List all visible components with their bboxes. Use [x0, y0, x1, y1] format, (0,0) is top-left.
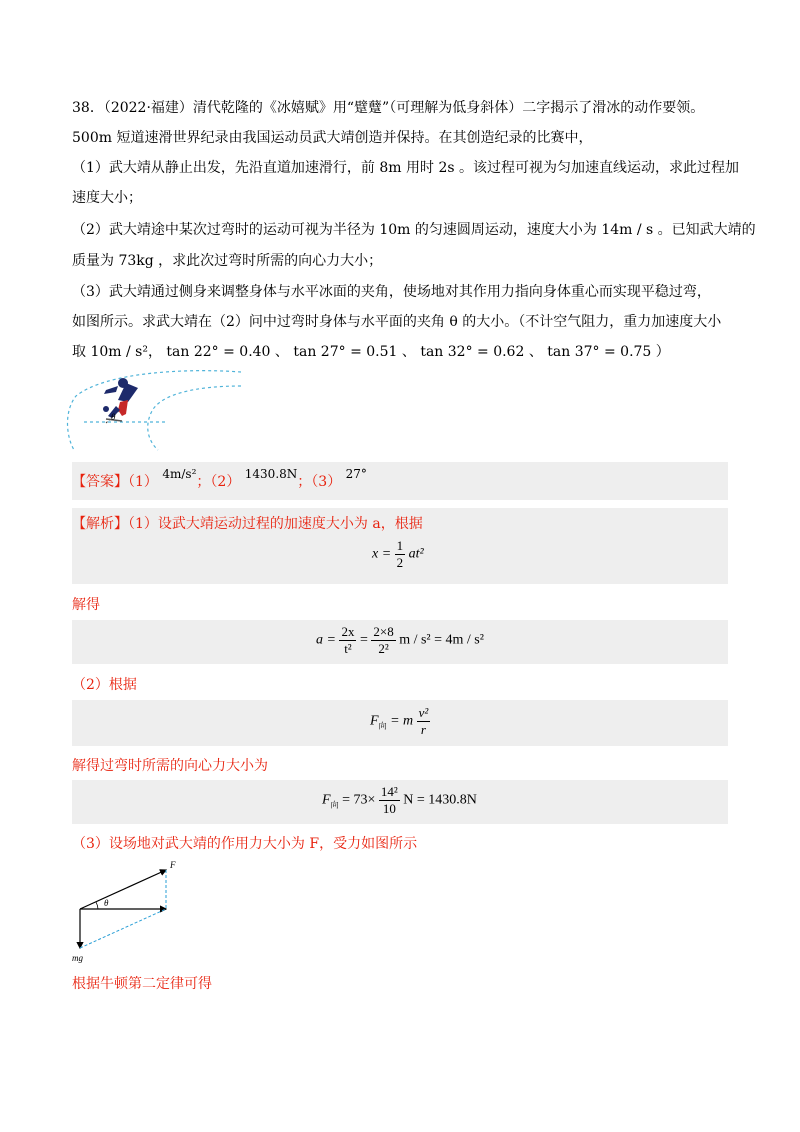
solve-2: 解得过弯时所需的向心力大小为: [72, 758, 268, 774]
eq4-rhs: N = 1430.8N: [403, 792, 477, 808]
eq4-sub: 向: [330, 800, 339, 810]
answer-value-3: 27°: [345, 467, 367, 481]
eq2-rhs: m / s² = 4m / s²: [399, 632, 484, 648]
eq2-f1-den: t²: [344, 641, 352, 656]
equation-1: [372, 538, 424, 571]
answer-value-1: 4m/s²: [162, 467, 197, 481]
equation-2: [316, 624, 484, 657]
answer-tag: 【答案】: [72, 474, 128, 490]
question-line-1: 38．（2022·福建）清代乾隆的《冰嬉赋》用“躄躠”（可理解为低身斜体）二字揭示了滑冰的动作要领。: [72, 100, 705, 116]
eq2-f1-num: 2x: [341, 624, 355, 639]
part-3: （3）设场地对武大靖的作用力大小为 F，受力如图所示: [72, 836, 418, 852]
force-diagram: [66, 856, 196, 966]
eq1-lhs: x =: [372, 546, 392, 562]
eq4-mid: = 73×: [342, 792, 376, 808]
eq1-rhs: at²: [408, 546, 424, 562]
eq2-fraction-1: [339, 624, 356, 657]
eq4-fraction: [379, 784, 400, 817]
answer-sep-1: ；（2）: [196, 474, 241, 490]
force-f-label: F: [170, 860, 176, 870]
analysis-intro-text: （1）设武大靖运动过程的加速度大小为 a，根据: [128, 516, 423, 532]
part-2: （2）根据: [72, 677, 137, 693]
newton-line: 根据牛顿第二定律可得: [72, 976, 212, 992]
eq3-lhs: F: [370, 713, 379, 729]
eq2-f2-num: 2×8: [373, 624, 394, 639]
eq3-sub: 向: [378, 721, 387, 731]
skater-figure: [66, 366, 266, 456]
analysis-intro: [72, 514, 423, 534]
solve-1: 解得: [72, 597, 100, 613]
eq4-lhs: F: [322, 792, 331, 808]
eq2-fraction-2: [371, 624, 395, 657]
force-theta-label: θ: [104, 898, 109, 908]
eq4-num: 14²: [380, 784, 398, 799]
eq1-fraction: [395, 538, 406, 571]
question-line-2: 500m 短道速滑世界纪录由我国运动员武大靖创造并保持。在其创造纪录的比赛中，: [72, 130, 593, 146]
question-line-7: （3）武大靖通过侧身来调整身体与水平冰面的夹角，使场地对其作用力指向身体重心而实现平稳过弯，: [72, 284, 711, 300]
question-line-4: 速度大小；: [72, 190, 142, 206]
answer-line: [72, 467, 367, 492]
question-line-6: 质量为 73kg ，求此次过弯时所需的向心力大小；: [72, 253, 383, 269]
skater-icon: [103, 378, 138, 421]
equation-4: [322, 784, 477, 817]
eq2-lhs: a =: [316, 632, 336, 648]
question-line-9: 取 10m / s²， tan 22° = 0.40 、 tan 27° = 0.51 、 tan 32° = 0.62 、 tan 37° = 0.75 ）: [72, 344, 670, 360]
force-mg-label: mg: [72, 953, 83, 963]
eq1-num: 1: [396, 538, 404, 553]
eq2-equals: =: [359, 632, 368, 648]
eq3-mid: = m: [390, 713, 414, 729]
question-line-8: 如图所示。求武大靖在（2）问中过弯时身体与水平面的夹角 θ 的大小。（不计空气阻力，重力加速度大小: [72, 314, 722, 330]
question-line-5: （2）武大靖途中某次过弯时的运动可视为半径为 10m 的匀速圆周运动，速度大小为 14m / s 。已知武大靖的: [72, 222, 756, 238]
eq3-fraction: [417, 705, 431, 738]
answer-p1: （1）: [128, 474, 158, 490]
skater-theta-label: θ: [111, 412, 116, 422]
eq2-f2-den: 2²: [378, 641, 389, 656]
answer-value-2: 1430.8N: [244, 467, 298, 481]
eq4-den: 10: [382, 801, 396, 816]
eq3-num: v²: [418, 705, 429, 720]
question-line-3: （1）武大靖从静止出发，先沿直道加速滑行，前 8m 用时 2s 。该过程可视为匀加速直线运动，求此过程加: [72, 160, 739, 176]
analysis-tag: 【解析】: [72, 516, 128, 532]
eq1-den: 2: [396, 555, 404, 570]
equation-3: [370, 705, 430, 738]
eq3-den: r: [420, 722, 426, 737]
answer-sep-2: ；（3）: [297, 474, 342, 490]
